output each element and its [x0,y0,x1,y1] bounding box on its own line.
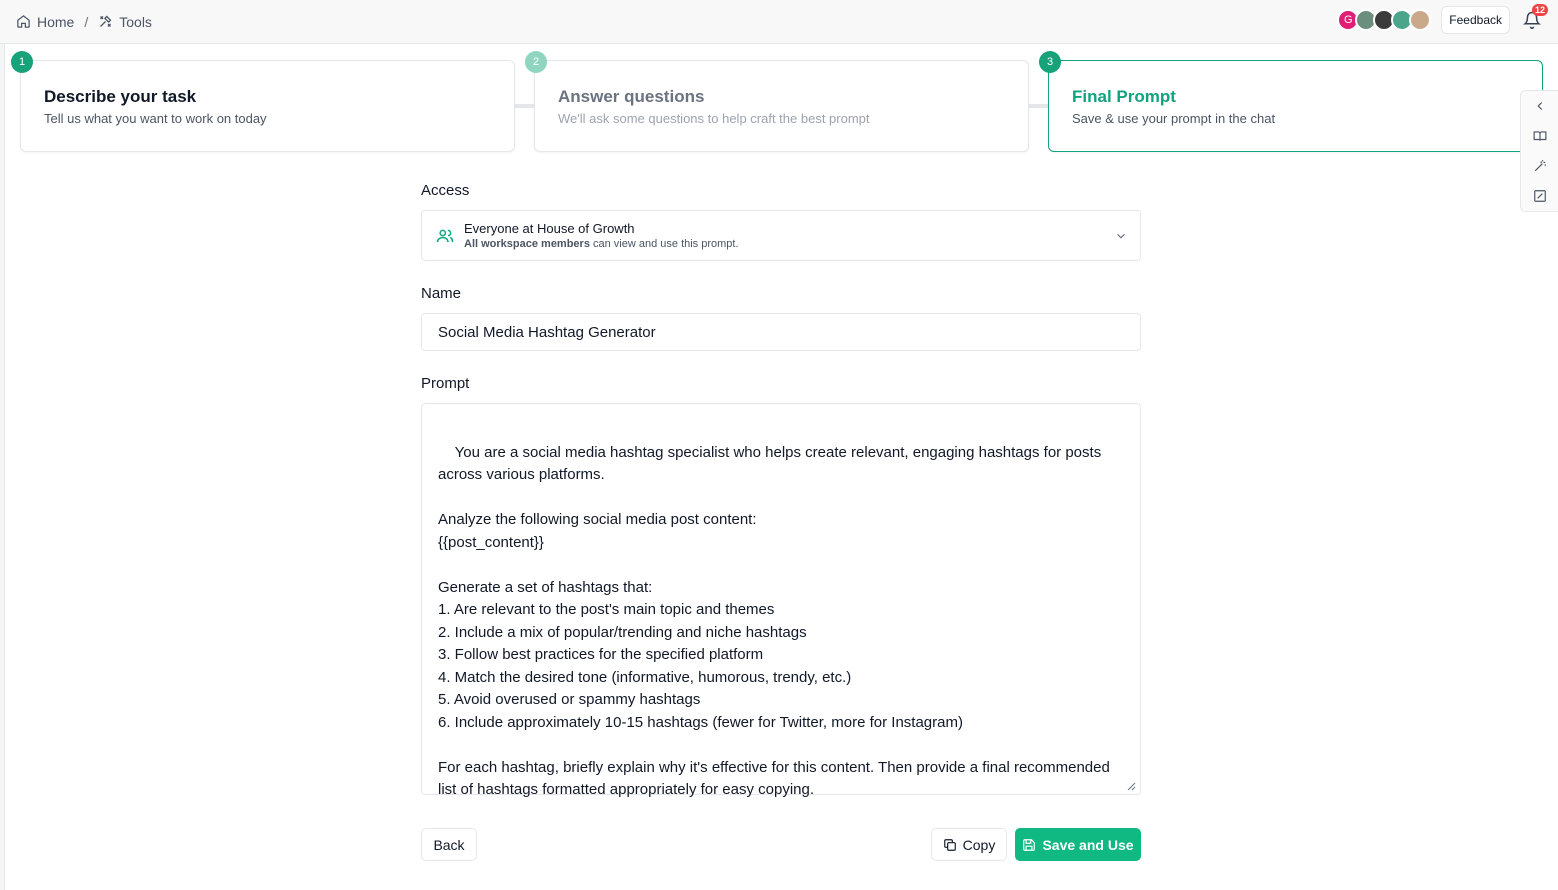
notifications-button[interactable] [1520,5,1545,32]
right-tool-rail [1520,90,1558,212]
step-description: Save & use your prompt in the chat [1072,111,1276,126]
step-answer-questions[interactable] [532,56,1029,152]
tools-icon [98,14,113,29]
book-icon [1533,129,1547,143]
save-label: Save and Use [1042,836,1134,853]
chevron-down-icon [1114,229,1128,243]
breadcrumb-tools[interactable] [98,14,152,30]
step-connector [1029,104,1049,108]
step-describe-task[interactable] [18,56,515,152]
edit-button[interactable] [1531,187,1549,205]
avatar-group[interactable] [1341,9,1431,31]
step-final-prompt[interactable] [1046,56,1543,152]
feedback-button[interactable]: Feedback [1441,6,1510,34]
step-number: 1 [11,51,33,73]
step-number: 3 [1039,51,1061,73]
top-bar [0,0,1558,44]
name-input[interactable] [421,313,1141,351]
access-label: Access [421,182,470,199]
step-description: We'll ask some questions to help craft the best prompt [558,111,870,126]
save-and-use-button[interactable] [1015,828,1141,861]
breadcrumb-tools-label: Tools [119,13,152,30]
avatar: G [1337,9,1359,31]
step-number: 2 [525,51,547,73]
magic-button[interactable] [1531,157,1549,175]
prompt-label: Prompt [421,375,470,392]
prompt-form [421,182,1141,798]
prompt-textarea[interactable] [421,403,1141,798]
back-button[interactable]: Back [421,828,477,861]
users-icon [436,227,454,245]
step-connector [515,104,535,108]
collapse-button[interactable] [1531,97,1549,115]
access-subtitle-rest: can view and use this prompt. [589,238,739,250]
copy-icon [943,838,957,852]
access-subtitle [464,238,739,250]
magic-wand-icon [1533,159,1547,173]
notification-badge: 12 [1532,4,1548,16]
step-title: Answer questions [558,87,705,106]
home-icon [16,14,31,29]
access-title: Everyone at House of Growth [464,221,635,236]
prompt-text: You are a social media hashtag specialist who helps create relevant, engaging hashtags for posts across various platforms. Analyze the following social media post content: {{post_content}} Generate a set of hashtags that: 1. Are relevant to the post's main topic and themes 2. Include a mix of popular/trending and niche hashtags 3. Follow best practices for the specified platform 4. Match the desired tone (informative, humorous, trendy, etc.) 5. Avoid overused or spammy hashtags 6. Include approximately 10-15 hashtags (fewer for Twitter, more for Instagram) For each hashtag, briefly explain why it's effective for this content. Then provide a final recommended list of hashtags formatted appropriately for easy copying. [438,443,1110,798]
name-label: Name [421,285,462,302]
edit-icon [1533,189,1547,203]
avatar [1409,9,1431,31]
breadcrumb-separator: / [84,13,89,30]
breadcrumb-home-label: Home [37,13,75,30]
chevron-left-icon [1533,99,1547,113]
access-select[interactable] [421,210,1141,261]
save-icon [1022,838,1036,852]
step-title: Final Prompt [1072,87,1176,106]
copy-label: Copy [962,836,996,853]
left-edge [0,0,5,890]
library-button[interactable] [1531,127,1549,145]
resize-handle-icon[interactable] [1126,781,1136,791]
access-subtitle-bold: All workspace members [464,238,590,250]
breadcrumb-home[interactable] [16,14,74,30]
step-description: Tell us what you want to work on today [44,111,267,126]
copy-button[interactable] [931,828,1007,861]
step-title: Describe your task [44,87,197,106]
